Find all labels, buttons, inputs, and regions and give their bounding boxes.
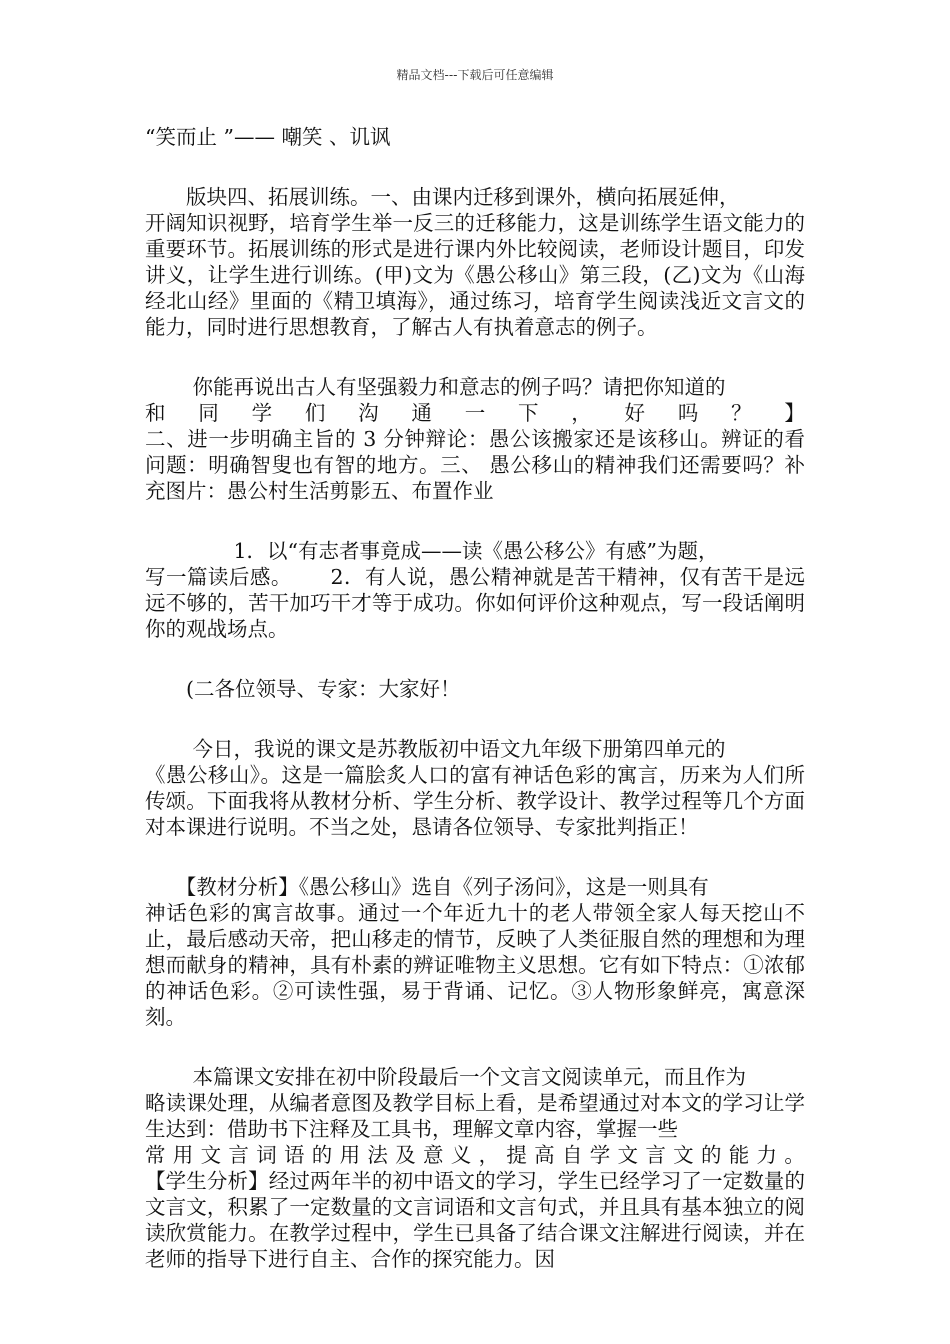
paragraph-line: 本篇课文安排在初中阶段最后一个文言文阅读单元，而且作为 [145, 1065, 747, 1089]
paragraph-vocab-note: “笑而止 ”—— 嘲笑 、讥讽 [145, 125, 391, 149]
spread-char: 的 [700, 1143, 722, 1167]
spread-char: ， [571, 401, 592, 425]
spread-char: 同 [198, 401, 219, 425]
spread-char: 好 [624, 401, 646, 425]
paragraph-line: 今日，我说的课文是苏教版初中语文九年级下册第四单元的 [145, 737, 726, 761]
spread-char: 们 [304, 401, 326, 425]
paragraph-student-analysis [145, 1064, 805, 1272]
paragraph-homework [145, 538, 805, 642]
spread-char: 用 [339, 1143, 361, 1167]
paragraph-text: 略读课处理，从编者意图及教学目标上看，是希望通过对本文的学习让学生达到：借助书下注释及工具书，理解文章内容，掌握一些 [145, 1091, 805, 1141]
paragraph-greeting: (二各位领导、专家：大家好！ [145, 677, 461, 701]
spread-char: ？ [731, 401, 752, 425]
spread-char: 常 [145, 1143, 166, 1167]
spread-char: 通 [411, 401, 432, 425]
paragraph-text: 写一篇读后感。 2．有人说，愚公精神就是苦干精神，仅有苦干是远远不够的，苦干加巧干才等于成功。你如何评价这种观点，写一段话阐明你的观战场点。 [145, 565, 805, 641]
spread-char: 法 [367, 1143, 388, 1167]
spread-char: 吗 [677, 401, 699, 425]
spread-char: 词 [256, 1143, 277, 1167]
spread-char: ， [478, 1143, 500, 1167]
spread-char: 的 [311, 1143, 333, 1167]
spread-char: 义 [450, 1143, 472, 1167]
spread-char: 学 [589, 1143, 611, 1167]
paragraph-text: 《愚公移山》。这是一篇脍炙人口的富有神话色彩的寓言，历来为人们所传颂。下面我将从教材分析、学生分析、教学设计、教学过程等几个方面对本课进行说明。不当之处，恳请各位领导、专家批判指正！ [145, 763, 805, 839]
spread-char: 言 [645, 1143, 666, 1167]
spread-char: 语 [283, 1143, 305, 1167]
spread-char: 文 [673, 1143, 694, 1167]
spread-char: 高 [534, 1143, 555, 1167]
spread-char: 。 [784, 1143, 805, 1167]
paragraph-line: 版块四、拓展训练。一、由课内迁移到课外，横向拓展延伸， [145, 185, 740, 209]
spread-char: 言 [228, 1143, 249, 1167]
spread-char: 一 [464, 401, 486, 425]
paragraph-text: 二、进一步明确主旨的 3 分钟辩论：愚公该搬家还是该移山。辨证的看问题：明确智叟也有智的地方。三、 愚公移山的精神我们还需要吗？补充图片：愚公村生活剪影五、布置作业 [145, 427, 805, 503]
paragraph-line: 1．以“有志者事竟成——读《愚公移公》有感”为题， [145, 539, 719, 563]
spread-char: 意 [422, 1143, 444, 1167]
paragraph-material-analysis [145, 874, 805, 1030]
spread-char: 用 [172, 1143, 194, 1167]
paragraph-line: 你能再说出古人有坚强毅力和意志的例子吗？请把你知道的 [145, 375, 726, 399]
paragraph-line: 【教材分析】《愚公移山》选自《列子汤问》，这是一则具有 [145, 875, 709, 899]
spread-char: 沟 [358, 401, 379, 425]
paragraph-extension-training [145, 184, 805, 340]
paragraph-introduction [145, 736, 805, 840]
spread-line [145, 1142, 805, 1168]
spread-char: 下 [517, 401, 539, 425]
spread-char: 文 [617, 1143, 639, 1167]
spread-char: 能 [728, 1143, 750, 1167]
spread-char: 】 [784, 401, 805, 425]
page-header: 精品文档---下载后可任意编辑 [396, 68, 554, 82]
paragraph-text: 开阔知识视野，培育学生举一反三的迁移能力，这是训练学生语文能力的重要环节。拓展训练的形式是进行课内外比较阅读，老师设计题目，印发讲义，让学生进行训练。(甲)文为《愚公移山》第三段，(乙)文为《山海经北山经》里面的《精卫填海》，通过练习，培育学生阅读浅近文言文的能力，同时进行思想教育，了解古人有执着意志的例子。 [145, 211, 805, 339]
spread-char: 学 [251, 401, 273, 425]
spread-line [145, 400, 805, 426]
spread-char: 力 [756, 1143, 778, 1167]
spread-char: 及 [395, 1143, 416, 1167]
document-body [145, 124, 805, 1272]
paragraph-discussion [145, 374, 805, 504]
spread-char: 文 [200, 1143, 222, 1167]
spread-char: 提 [506, 1143, 527, 1167]
spread-char: 和 [145, 401, 166, 425]
spread-char: 自 [561, 1143, 583, 1167]
paragraph-text: 【学生分析】经过两年半的初中语文的学习，学生已经学习了一定数量的文言文，积累了一定数量的文言词语和文言句式，并且具有基本独立的阅读欣赏能力。在教学过程中，学生已具备了结合课文注解进行阅读，并在老师的指导下进行自主、合作的探究能力。因 [145, 1169, 805, 1271]
paragraph-text: 神话色彩的寓言故事。通过一个年近九十的老人带领全家人每天挖山不止，最后感动天帝，把山移走的情节，反映了人类征服自然的理想和为理想而献身的精神，具有朴素的辨证唯物主义思想。它有如下特点：①浓郁的神话色彩。②可读性强，易于背诵、记忆。③人物形象鲜亮，寓意深刻。 [145, 901, 805, 1029]
